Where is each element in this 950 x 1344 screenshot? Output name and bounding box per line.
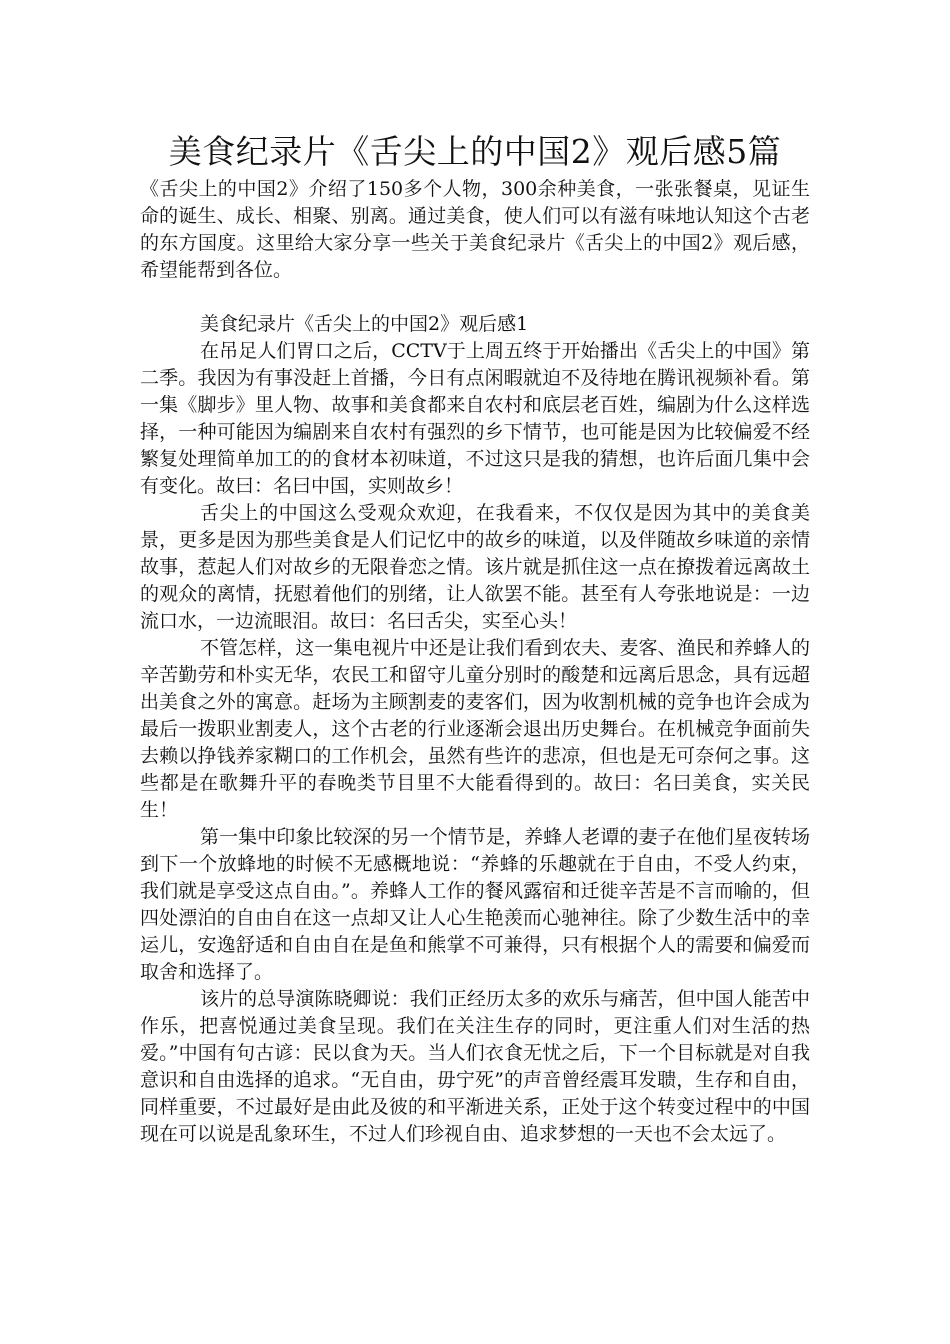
body-paragraph-2: 舌尖上的中国这么受观众欢迎，在我看来，不仅仅是因为其中的美食美景，更多是因为那些美食是人们记忆中的故乡的味道，以及伴随故乡味道的亲情故事，惹起人们对故乡的无限眷恋之情。该片就是抓住这一点在撩拨着远离故土的观众的离情，抚慰着他们的别绪，让人欲罢不能。甚至有人夸张地说是：一边流口水，一边流眼泪。故曰：名曰舌尖，实至心头！ (140, 502, 810, 632)
body-paragraph-4: 第一集中印象比较深的另一个情节是，养蜂人老谭的妻子在他们星夜转场到下一个放蜂地的时候不无感概地说：“养蜂的乐趣就在于自由，不受人约束，我们就是享受这点自由。”。养蜂人工作的餐风露宿和迁徙辛苦是不言而喻的，但四处漂泊的自由自在这一点却又让人心生艳羡而心驰神往。除了少数生活中的幸运儿，安逸舒适和自由自在是鱼和熊掌不可兼得，只有根据个人的需要和偏爱而取舍和选择了。 (140, 826, 810, 983)
body-paragraph-3: 不管怎样，这一集电视片中还是让我们看到农夫、麦客、渔民和养蜂人的辛苦勤劳和朴实无华，农民工和留守儿童分别时的酸楚和远离后思念，具有远超出美食之外的寓意。赶场为主顾割麦的麦客们，因为收割机械的竞争也许会成为最后一拨职业割麦人，这个古老的行业逐渐会退出历史舞台。在机械竞争面前失去赖以挣钱养家糊口的工作机会，虽然有些许的悲凉，但也是无可奈何之事。这些都是在歌舞升平的春晚类节目里不大能看得到的。故曰：名曰美食，实关民生！ (140, 637, 810, 821)
intro-paragraph: 《舌尖上的中国2》介绍了150多个人物，300余种美食，一张张餐桌，见证生命的诞生、成长、相聚、别离。通过美食，使人们可以有滋有味地认知这个古老的东方国度。这里给大家分享一些关于美食纪录片《舌尖上的中国2》观后感，希望能帮到各位。 (140, 178, 810, 281)
body-paragraph-5: 该片的总导演陈晓卿说：我们正经历太多的欢乐与痛苦，但中国人能苦中作乐，把喜悦通过美食呈现。我们在关注生存的同时，更注重人们对生活的热爱。”中国有句古谚：民以食为天。当人们衣食无忧之后，下一个目标就是对自我意识和自由选择的追求。“无自由，毋宁死”的声音曾经震耳发聩，生存和自由，同样重要，不过最好是由此及彼的和平渐进关系，正处于这个转变过程中的中国现在可以说是乱象环生，不过人们珍视自由、追求梦想的一天也不会太远了。 (140, 988, 810, 1145)
body-paragraph-1: 在吊足人们胃口之后，CCTV于上周五终于开始播出《舌尖上的中国》第二季。我因为有事没赶上首播，今日有点闲暇就迫不及待地在腾讯视频补看。第一集《脚步》里人物、故事和美食都来自农村和底层老百姓，编剧为什么这样选择，一种可能因为编剧来自农村有强烈的乡下情节，也可能是因为比较偏爱不经繁复处理简单加工的的食材本初味道，不过这只是我的猜想，也许后面几集中会有变化。故曰：名曰中国，实则故乡！ (140, 340, 810, 497)
section-heading: 美食纪录片《舌尖上的中国2》观后感1 (200, 313, 529, 335)
document-title: 美食纪录片《舌尖上的中国2》观后感5篇 (168, 132, 782, 171)
